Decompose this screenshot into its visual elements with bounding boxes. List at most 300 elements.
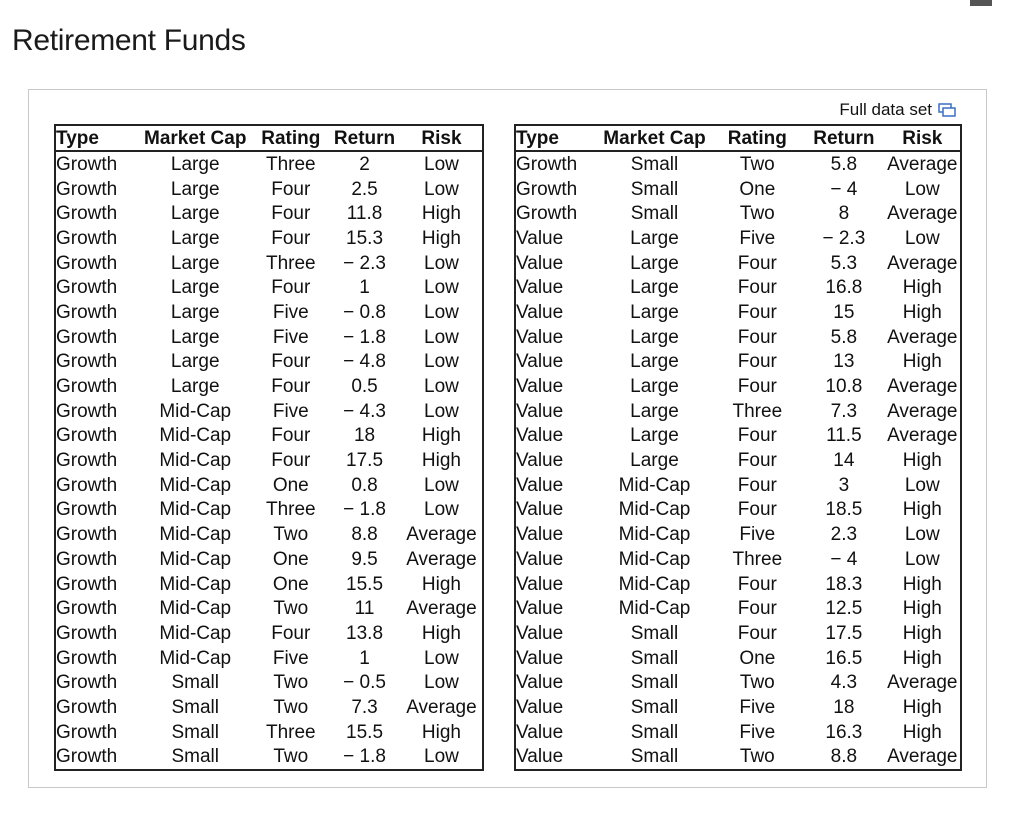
table-row <box>55 374 483 399</box>
header-return: Return <box>803 125 884 151</box>
cell-type: Value <box>516 450 564 472</box>
cell-risk: High <box>421 425 461 447</box>
table-row <box>515 201 961 226</box>
cell-return: 8.8 <box>830 746 858 768</box>
cell-type: Growth <box>56 252 118 274</box>
cell-return: 13.8 <box>346 622 384 644</box>
cell-market-cap: Large <box>630 425 679 447</box>
table-row <box>55 201 483 226</box>
cell-type: Growth <box>56 598 118 620</box>
cell-type: Value <box>516 647 564 669</box>
cell-rating: Four <box>737 598 777 620</box>
cell-rating: Five <box>739 696 776 718</box>
cell-risk: High <box>421 227 461 249</box>
cell-type: Value <box>516 351 564 373</box>
cell-return: − 2.3 <box>343 252 386 274</box>
table-row <box>515 621 961 646</box>
table-row <box>55 424 483 449</box>
table-row <box>515 448 961 473</box>
cell-risk: Average <box>887 672 958 694</box>
cell-return: 8 <box>838 203 850 225</box>
cell-type: Growth <box>56 277 118 299</box>
cell-market-cap: Large <box>630 277 679 299</box>
cell-rating: Four <box>737 622 777 644</box>
cell-market-cap: Large <box>630 376 679 398</box>
header-market-cap: Market Cap <box>137 125 253 151</box>
table-row <box>515 547 961 572</box>
cell-return: 11 <box>354 598 375 620</box>
cell-rating: Three <box>265 721 316 743</box>
cell-rating: Three <box>732 548 783 570</box>
cell-type: Value <box>516 474 564 496</box>
cell-market-cap: Mid-Cap <box>159 474 232 496</box>
cell-rating: Four <box>737 474 777 496</box>
header-type: Type <box>55 125 137 151</box>
cell-risk: Low <box>904 474 940 496</box>
cell-return: 11.8 <box>346 203 383 225</box>
cell-return: − 4 <box>830 548 858 570</box>
cell-rating: Four <box>271 178 311 200</box>
table-row <box>515 695 961 720</box>
cell-risk: High <box>902 598 942 620</box>
table-row <box>515 720 961 745</box>
cell-market-cap: Large <box>630 400 679 422</box>
cell-risk: High <box>421 450 461 472</box>
cell-return: 7.3 <box>830 400 858 422</box>
cell-market-cap: Large <box>170 203 220 225</box>
cell-rating: Four <box>737 450 777 472</box>
cell-risk: Average <box>406 524 477 546</box>
table-row <box>55 251 483 276</box>
cell-risk: High <box>421 622 461 644</box>
table-row <box>55 177 483 202</box>
cell-return: 5.8 <box>830 326 858 348</box>
cell-market-cap: Small <box>171 746 219 768</box>
cell-risk: Average <box>887 376 958 398</box>
cell-rating: Four <box>271 425 311 447</box>
cell-market-cap: Large <box>170 301 220 323</box>
cell-rating: Three <box>265 153 316 175</box>
table-row <box>55 695 483 720</box>
cell-return: 2.5 <box>351 178 378 200</box>
header-rating: Rating <box>712 125 804 151</box>
cell-return: 5.3 <box>830 252 858 274</box>
cell-rating: Four <box>737 277 777 299</box>
cell-type: Growth <box>56 203 118 225</box>
table-row <box>515 670 961 695</box>
table-row <box>515 424 961 449</box>
cell-risk: Low <box>424 153 459 175</box>
cell-type: Value <box>516 376 564 398</box>
table-row <box>515 374 961 399</box>
cell-type: Growth <box>56 178 118 200</box>
cell-return: − 4.3 <box>343 400 386 422</box>
cell-rating: One <box>739 178 776 200</box>
cell-rating: Five <box>272 647 309 669</box>
cell-type: Value <box>516 746 564 768</box>
cell-market-cap: Mid-Cap <box>159 622 232 644</box>
cell-return: − 1.8 <box>343 326 386 348</box>
table-row <box>515 498 961 523</box>
cell-type: Growth <box>56 227 118 249</box>
cell-return: − 0.8 <box>343 301 386 323</box>
cell-rating: Four <box>271 450 311 472</box>
table-row <box>515 572 961 597</box>
cell-market-cap: Large <box>630 252 679 274</box>
header-risk: Risk <box>401 125 483 151</box>
cell-type: Growth <box>56 425 118 447</box>
cell-return: 15.5 <box>346 573 384 595</box>
cell-return: 0.8 <box>351 474 378 496</box>
cell-return: 13 <box>833 351 855 373</box>
table-row <box>515 745 961 771</box>
table-row <box>55 325 483 350</box>
table-header-row <box>515 125 961 151</box>
cell-type: Value <box>516 548 564 570</box>
cell-risk: Low <box>904 548 940 570</box>
cell-return: 1 <box>359 277 370 299</box>
cell-type: Growth <box>56 326 118 348</box>
window-control-icon[interactable] <box>970 0 992 6</box>
cell-type: Growth <box>56 499 118 521</box>
cell-risk: High <box>902 450 942 472</box>
cell-return: − 4.8 <box>343 351 386 373</box>
cell-type: Value <box>516 672 564 694</box>
cell-market-cap: Small <box>630 696 679 718</box>
cell-type: Growth <box>516 203 578 225</box>
cell-type: Growth <box>56 647 118 669</box>
cell-risk: Average <box>887 203 958 225</box>
cell-market-cap: Small <box>630 153 679 175</box>
table-row <box>55 670 483 695</box>
cell-market-cap: Large <box>170 252 220 274</box>
cell-return: 0.5 <box>351 376 378 398</box>
cell-type: Value <box>516 622 564 644</box>
cell-market-cap: Small <box>630 672 679 694</box>
cell-type: Value <box>516 573 564 595</box>
cell-type: Value <box>516 227 564 249</box>
cell-return: 10.8 <box>825 376 863 398</box>
cell-risk: Low <box>424 277 459 299</box>
cell-market-cap: Large <box>170 351 220 373</box>
cell-market-cap: Large <box>170 277 220 299</box>
cell-return: 17.5 <box>346 450 384 472</box>
cell-rating: Four <box>271 376 311 398</box>
cell-market-cap: Large <box>170 376 220 398</box>
cell-return: 7.3 <box>351 696 378 718</box>
cell-rating: Five <box>272 326 309 348</box>
cell-rating: Five <box>272 301 309 323</box>
cell-rating: One <box>272 548 309 570</box>
table-row <box>55 350 483 375</box>
cell-risk: Low <box>424 400 459 422</box>
cell-return: 4.3 <box>830 672 858 694</box>
cell-rating: Five <box>739 227 776 249</box>
cell-return: 15.3 <box>346 227 384 249</box>
cell-return: − 2.3 <box>822 227 866 249</box>
table-row <box>55 720 483 745</box>
table-row <box>515 473 961 498</box>
cell-market-cap: Large <box>170 178 220 200</box>
table-header-row <box>55 125 483 151</box>
cell-market-cap: Mid-Cap <box>159 425 232 447</box>
cell-type: Growth <box>56 548 118 570</box>
cell-market-cap: Mid-Cap <box>618 548 691 570</box>
header-market-cap: Market Cap <box>597 125 711 151</box>
cell-rating: Two <box>739 153 775 175</box>
header-rating: Rating <box>253 125 328 151</box>
cell-return: 11.5 <box>826 425 862 447</box>
table-row <box>515 151 961 177</box>
table-row <box>55 399 483 424</box>
cell-rating: Two <box>739 672 775 694</box>
cell-rating: Four <box>737 499 777 521</box>
cell-risk: Low <box>424 326 459 348</box>
cell-rating: One <box>739 647 776 669</box>
cell-rating: Two <box>273 696 309 718</box>
cell-type: Value <box>516 721 564 743</box>
cell-risk: Low <box>424 647 459 669</box>
cell-type: Value <box>516 425 564 447</box>
cell-risk: Average <box>887 326 958 348</box>
cell-return: 1 <box>359 647 370 669</box>
cell-return: 17.5 <box>825 622 863 644</box>
cell-return: 2.3 <box>830 524 858 546</box>
cell-type: Growth <box>56 573 118 595</box>
cell-risk: Average <box>887 425 958 447</box>
table-row <box>55 151 483 177</box>
cell-market-cap: Mid-Cap <box>159 647 232 669</box>
cell-type: Growth <box>56 376 118 398</box>
funds-table-right <box>514 124 962 771</box>
cell-market-cap: Mid-Cap <box>159 573 232 595</box>
cell-risk: Average <box>887 252 958 274</box>
table-row <box>55 473 483 498</box>
cell-type: Growth <box>56 524 118 546</box>
table-row <box>55 275 483 300</box>
cell-rating: Two <box>273 524 309 546</box>
cell-return: 3 <box>838 474 850 496</box>
cell-risk: High <box>421 721 461 743</box>
cell-market-cap: Small <box>630 622 679 644</box>
cell-risk: High <box>902 277 942 299</box>
cell-type: Growth <box>56 721 118 743</box>
cell-rating: Four <box>737 425 777 447</box>
cell-risk: High <box>902 573 942 595</box>
table-row <box>515 596 961 621</box>
cell-market-cap: Large <box>630 227 679 249</box>
table-row <box>515 646 961 671</box>
cell-type: Growth <box>56 474 118 496</box>
cell-market-cap: Large <box>170 153 220 175</box>
cell-rating: Two <box>273 746 309 768</box>
header-type: Type <box>515 125 597 151</box>
cell-return: 15.5 <box>346 721 384 743</box>
cell-market-cap: Small <box>171 672 219 694</box>
cell-market-cap: Large <box>630 301 679 323</box>
cell-risk: High <box>902 696 942 718</box>
funds-table-left <box>54 124 484 771</box>
table-row <box>515 251 961 276</box>
cell-risk: High <box>902 721 942 743</box>
full-data-set-link[interactable] <box>839 100 956 120</box>
cell-rating: Three <box>265 252 316 274</box>
table-row <box>515 350 961 375</box>
cell-market-cap: Small <box>171 721 219 743</box>
cell-type: Growth <box>56 746 118 768</box>
cell-rating: Two <box>739 746 775 768</box>
cell-market-cap: Mid-Cap <box>159 400 232 422</box>
cell-market-cap: Mid-Cap <box>618 524 691 546</box>
table-row <box>55 498 483 523</box>
table-row <box>515 522 961 547</box>
cell-market-cap: Small <box>630 721 679 743</box>
cell-type: Growth <box>56 153 118 175</box>
cell-return: 8.8 <box>351 524 378 546</box>
cell-market-cap: Mid-Cap <box>618 573 691 595</box>
cell-type: Value <box>516 499 564 521</box>
cell-market-cap: Small <box>630 746 679 768</box>
cell-rating: Four <box>271 227 311 249</box>
cell-risk: High <box>902 622 942 644</box>
table-row <box>55 300 483 325</box>
cell-market-cap: Small <box>171 696 219 718</box>
cell-rating: Five <box>739 524 776 546</box>
cell-market-cap: Mid-Cap <box>159 450 232 472</box>
cell-type: Growth <box>56 696 118 718</box>
cell-return: 5.8 <box>830 153 858 175</box>
table-row <box>55 572 483 597</box>
cell-rating: Four <box>737 326 777 348</box>
table-row <box>515 275 961 300</box>
cell-risk: Low <box>424 499 459 521</box>
cell-rating: One <box>272 474 309 496</box>
cell-risk: High <box>421 203 461 225</box>
cell-risk: Low <box>424 376 459 398</box>
table-row <box>515 325 961 350</box>
cell-market-cap: Large <box>630 351 679 373</box>
cell-rating: One <box>272 573 309 595</box>
cell-return: − 0.5 <box>343 672 386 694</box>
table-row <box>515 300 961 325</box>
cell-return: − 1.8 <box>343 499 386 521</box>
cell-rating: Four <box>271 277 311 299</box>
cell-type: Growth <box>516 153 578 175</box>
cell-risk: High <box>902 647 942 669</box>
header-return: Return <box>328 125 401 151</box>
cell-risk: Low <box>904 178 940 200</box>
cell-market-cap: Mid-Cap <box>618 499 691 521</box>
cell-rating: Four <box>737 573 777 595</box>
cell-risk: Low <box>424 672 459 694</box>
cell-rating: Two <box>739 203 775 225</box>
cell-market-cap: Small <box>630 203 679 225</box>
header-risk: Risk <box>885 125 961 151</box>
cell-market-cap: Small <box>630 647 679 669</box>
full-data-set-label[interactable]: Full data set <box>839 100 932 119</box>
cell-market-cap: Mid-Cap <box>159 524 232 546</box>
cell-rating: Four <box>737 301 777 323</box>
cell-rating: Four <box>271 203 311 225</box>
table-row <box>55 522 483 547</box>
cell-type: Value <box>516 696 564 718</box>
cell-risk: Average <box>887 153 958 175</box>
cell-risk: Average <box>406 548 477 570</box>
cell-rating: Four <box>271 622 311 644</box>
cell-return: 18.5 <box>825 499 863 521</box>
cell-return: 18.3 <box>825 573 863 595</box>
cell-return: 16.8 <box>825 277 863 299</box>
table-row <box>55 621 483 646</box>
table-row <box>55 596 483 621</box>
cell-risk: Low <box>904 524 940 546</box>
cell-risk: Average <box>887 400 958 422</box>
cell-rating: Two <box>273 672 309 694</box>
cell-type: Value <box>516 524 564 546</box>
table-row <box>55 226 483 251</box>
cell-return: 16.3 <box>825 721 863 743</box>
cell-type: Value <box>516 326 564 348</box>
table-row <box>515 177 961 202</box>
cell-market-cap: Small <box>630 178 679 200</box>
cell-type: Growth <box>56 622 118 644</box>
cell-risk: High <box>421 573 461 595</box>
cell-return: − 4 <box>830 178 858 200</box>
cell-risk: High <box>902 499 942 521</box>
cell-market-cap: Mid-Cap <box>159 548 232 570</box>
cell-market-cap: Mid-Cap <box>618 474 691 496</box>
cell-market-cap: Mid-Cap <box>159 598 232 620</box>
cell-type: Growth <box>56 450 118 472</box>
page-title: Retirement Funds <box>12 24 246 58</box>
cell-risk: Average <box>887 746 958 768</box>
cell-rating: Three <box>732 400 783 422</box>
cell-return: − 1.8 <box>343 746 386 768</box>
cell-type: Growth <box>56 400 118 422</box>
cell-return: 14 <box>833 450 855 472</box>
cell-risk: Low <box>424 252 459 274</box>
cell-market-cap: Mid-Cap <box>618 598 691 620</box>
cell-return: 2 <box>359 153 370 175</box>
cell-rating: Four <box>737 376 777 398</box>
cell-risk: Low <box>424 746 459 768</box>
cell-risk: Low <box>424 178 459 200</box>
cell-risk: High <box>902 351 942 373</box>
cell-rating: Five <box>272 400 309 422</box>
cell-type: Value <box>516 252 564 274</box>
copy-icon[interactable] <box>938 103 956 117</box>
cell-type: Value <box>516 277 564 299</box>
cell-return: 18 <box>833 696 855 718</box>
cell-risk: Low <box>424 301 459 323</box>
cell-risk: Low <box>904 227 940 249</box>
data-panel <box>28 89 987 788</box>
cell-risk: Low <box>424 351 459 373</box>
cell-return: 16.5 <box>825 647 863 669</box>
table-row <box>55 448 483 473</box>
cell-rating: Four <box>737 252 777 274</box>
cell-market-cap: Large <box>170 326 220 348</box>
cell-rating: Five <box>739 721 776 743</box>
cell-risk: Average <box>406 696 477 718</box>
cell-rating: Four <box>737 351 777 373</box>
cell-type: Growth <box>56 301 118 323</box>
table-row <box>55 547 483 572</box>
table-row <box>55 646 483 671</box>
table-row <box>55 745 483 771</box>
cell-type: Value <box>516 301 564 323</box>
table-row <box>515 399 961 424</box>
